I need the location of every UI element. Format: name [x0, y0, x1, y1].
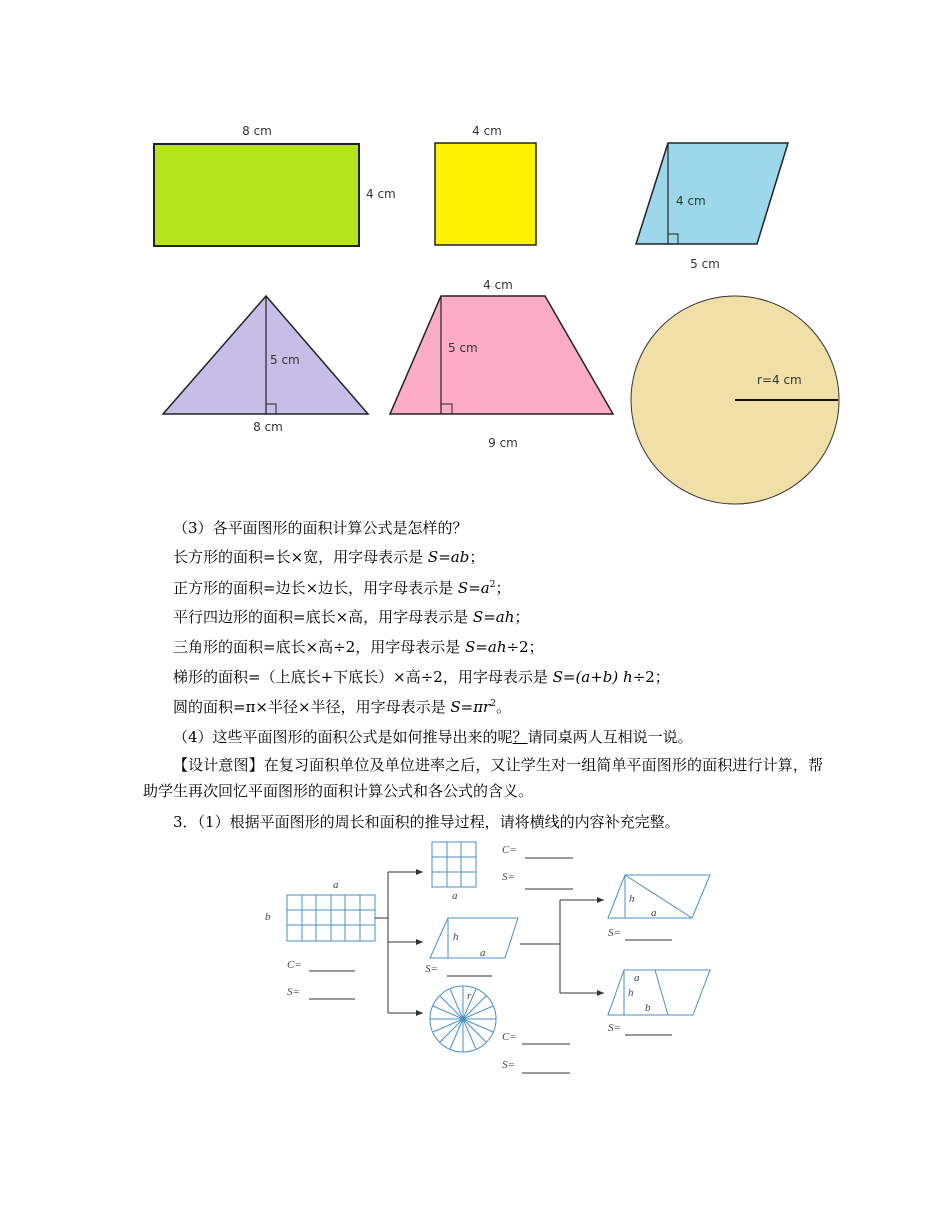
- formula-end: ÷2；: [632, 668, 670, 686]
- para-s-label: S=: [425, 963, 438, 975]
- trap-s-label: S=: [608, 1022, 621, 1034]
- formula-end: ；: [495, 579, 511, 597]
- trap-b-label: b: [645, 1002, 651, 1014]
- formula-text: 正方形的面积=边长×边长，用字母表示是: [173, 579, 458, 597]
- tri-h-label: h: [629, 893, 635, 905]
- formula-text: 长方形的面积=长×宽，用字母表示是: [173, 548, 428, 566]
- formula-end: 。: [495, 698, 511, 716]
- formula-end: ；: [514, 608, 530, 626]
- diagram-triangle-parallelogram: [608, 875, 710, 918]
- square-c-label: C=: [502, 844, 517, 856]
- para-h-label: h: [453, 931, 459, 943]
- formula-text: 三角形的面积=底长×高÷2，用字母表示是: [173, 638, 466, 656]
- rectangle-height-label: 4 cm: [366, 187, 396, 201]
- question-mark: ？: [512, 728, 528, 746]
- formula-text: 梯形的面积=（上底长+下底长）×高÷2，用字母表示是: [173, 668, 553, 686]
- question-text: （4）这些平面图形的面积公式是如何推导出来的呢: [173, 728, 513, 746]
- square-side-label: 4 cm: [472, 124, 502, 138]
- formula-end: ÷2；: [506, 638, 544, 656]
- rect-top-label: a: [333, 879, 339, 891]
- parallelogram-base-label: 5 cm: [690, 257, 720, 271]
- rect-side-label: b: [265, 911, 271, 923]
- rectangle-width-label: 8 cm: [242, 124, 272, 138]
- design-intent-body: 在复习面积单位及单位进率之后，又让学生对一组简单平面图形的面积进行计算，帮助学生再次回忆平面图形的面积计算公式和各公式的含义。: [143, 756, 823, 800]
- diagram-circle: [430, 986, 496, 1052]
- design-intent-heading: 【设计意图】: [173, 756, 264, 774]
- grid-rectangle: [287, 895, 375, 941]
- circle-r-label: r: [467, 990, 472, 1002]
- formula-expression: S=(a+b) h: [552, 668, 633, 686]
- rect-c-label: C=: [287, 959, 302, 971]
- formula-expression: S=a: [457, 579, 490, 597]
- grid-square: [432, 842, 476, 887]
- formula-expression: S=ah: [465, 638, 507, 656]
- formula-text: 圆的面积=π×半径×半径，用字母表示是: [173, 698, 451, 716]
- circle-radius-label: r=4 cm: [757, 373, 802, 387]
- triangle-height-label: 5 cm: [270, 353, 300, 367]
- diagram-parallelogram: [430, 918, 518, 958]
- trap-a-label: a: [634, 972, 640, 984]
- formula-expression: S=πr: [450, 698, 491, 716]
- circle-s-label: S=: [502, 1059, 515, 1071]
- formula-exponent: 2: [489, 580, 496, 590]
- item-3: 3．（1）根据平面图形的周长和面积的推导过程，请将横线的内容补充完整。: [173, 813, 680, 831]
- trap-h-label: h: [628, 987, 634, 999]
- branch-arrows-left: [375, 872, 423, 1013]
- question-3: （3）各平面图形的面积计算公式是怎样的？: [173, 519, 468, 537]
- formula-end: ；: [469, 548, 485, 566]
- rect-s-label: S=: [287, 986, 300, 998]
- circle-c-label: C=: [502, 1031, 517, 1043]
- branch-arrows-right: [520, 900, 604, 993]
- square-a-label: a: [452, 890, 458, 902]
- formula-exponent: 2: [490, 699, 496, 709]
- diagram-trapezoid-parallelogram: [608, 970, 710, 1015]
- parallelogram-height-label: 4 cm: [676, 194, 706, 208]
- formula-text: 平行四边形的面积=底长×高，用字母表示是: [173, 608, 473, 626]
- trapezoid-top-label: 4 cm: [483, 278, 513, 292]
- formula-expression: S=ah: [472, 608, 515, 626]
- square-s-label: S=: [502, 871, 515, 883]
- para-a-label: a: [480, 947, 486, 959]
- tri-a-label: a: [651, 907, 657, 919]
- trapezoid-bottom-label: 9 cm: [488, 436, 518, 450]
- triangle-base-label: 8 cm: [253, 420, 283, 434]
- tri-s-label: S=: [608, 927, 621, 939]
- trapezoid-height-label: 5 cm: [448, 341, 478, 355]
- question-text: 请同桌两人互相说一说。: [527, 728, 693, 746]
- formula-expression: S=ab: [427, 548, 470, 566]
